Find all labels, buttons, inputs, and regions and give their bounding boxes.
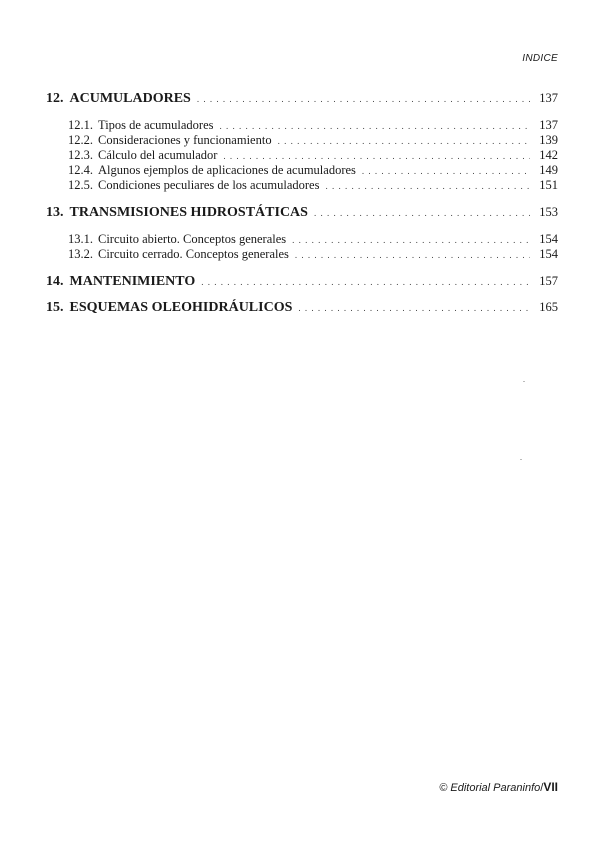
toc-subsection-entry	[46, 148, 558, 163]
subsection-page-number: 151	[539, 178, 558, 192]
subsection-title: Tipos de acumuladores	[98, 118, 214, 132]
chapter-title: ACUMULADORES	[69, 91, 191, 106]
dot-leader	[292, 235, 530, 245]
subsection-page-number: 149	[539, 163, 558, 177]
toc-chapter-entry	[46, 205, 558, 224]
toc-subsection-entry	[46, 247, 558, 262]
toc-subsection-entry	[46, 232, 558, 247]
dot-leader	[223, 151, 530, 161]
spacer	[46, 110, 558, 118]
subsection-number: 12.2.	[68, 133, 93, 147]
dot-leader	[197, 94, 530, 104]
chapter-title: TRANSMISIONES HIDROSTÁTICAS	[69, 205, 308, 220]
chapter-page-number: 157	[539, 274, 558, 288]
footer-separator: /	[540, 782, 544, 794]
chapter-page-number: 153	[539, 205, 558, 219]
spacer	[46, 262, 558, 274]
toc-subsection-entry	[46, 133, 558, 148]
toc-subsection-entry	[46, 118, 558, 133]
dot-leader	[201, 277, 530, 287]
subsection-page-number: 154	[539, 232, 558, 246]
subsection-title: Consideraciones y funcionamiento	[98, 133, 272, 147]
subsection-title: Cálculo del acumulador	[98, 148, 218, 162]
subsection-title: Condiciones peculiares de los acumuladores	[98, 178, 320, 192]
toc-chapter-entry	[46, 91, 558, 110]
subsection-title: Circuito cerrado. Conceptos generales	[98, 247, 289, 261]
chapter-title: MANTENIMIENTO	[69, 274, 196, 289]
spacer	[46, 319, 558, 326]
toc-subsection-entry	[46, 163, 558, 178]
subsection-page-number: 154	[539, 247, 558, 261]
subsection-page-number: 139	[539, 133, 558, 147]
subsection-page-number: 142	[539, 148, 558, 162]
dot-leader	[298, 303, 530, 313]
subsection-title: Algunos ejemplos de aplicaciones de acumuladores	[98, 163, 356, 177]
subsection-page-number: 137	[539, 118, 558, 132]
chapter-number: 14.	[46, 274, 64, 289]
spacer	[46, 224, 558, 232]
page-numeral: VII	[543, 780, 558, 794]
subsection-number: 12.1.	[68, 118, 93, 132]
dot-leader	[295, 250, 530, 260]
table-of-contents	[46, 91, 558, 326]
dot-leader	[362, 166, 530, 176]
subsection-number: 12.5.	[68, 178, 93, 192]
chapter-number: 13.	[46, 205, 64, 220]
chapter-title: ESQUEMAS OLEOHIDRÁULICOS	[69, 300, 293, 315]
dot-leader	[278, 136, 530, 146]
paper-speck	[523, 381, 525, 382]
spacer	[46, 193, 558, 205]
subsection-number: 12.4.	[68, 163, 93, 177]
running-head: INDICE	[522, 53, 558, 64]
subsection-title: Circuito abierto. Conceptos generales	[98, 232, 287, 246]
chapter-number: 15.	[46, 300, 64, 315]
subsection-number: 13.1.	[68, 232, 93, 246]
spacer	[46, 293, 558, 300]
subsection-number: 13.2.	[68, 247, 93, 261]
chapter-page-number: 165	[539, 300, 558, 314]
page-footer	[439, 780, 558, 794]
toc-subsection-entry	[46, 178, 558, 193]
toc-chapter-entry	[46, 300, 558, 319]
paper-speck	[520, 459, 522, 460]
dot-leader	[325, 181, 530, 191]
chapter-number: 12.	[46, 91, 64, 106]
chapter-page-number: 137	[539, 91, 558, 105]
publisher-credit: © Editorial Paraninfo	[439, 782, 541, 794]
dot-leader	[220, 121, 531, 131]
toc-chapter-entry	[46, 274, 558, 293]
subsection-number: 12.3.	[68, 148, 93, 162]
dot-leader	[314, 208, 530, 218]
